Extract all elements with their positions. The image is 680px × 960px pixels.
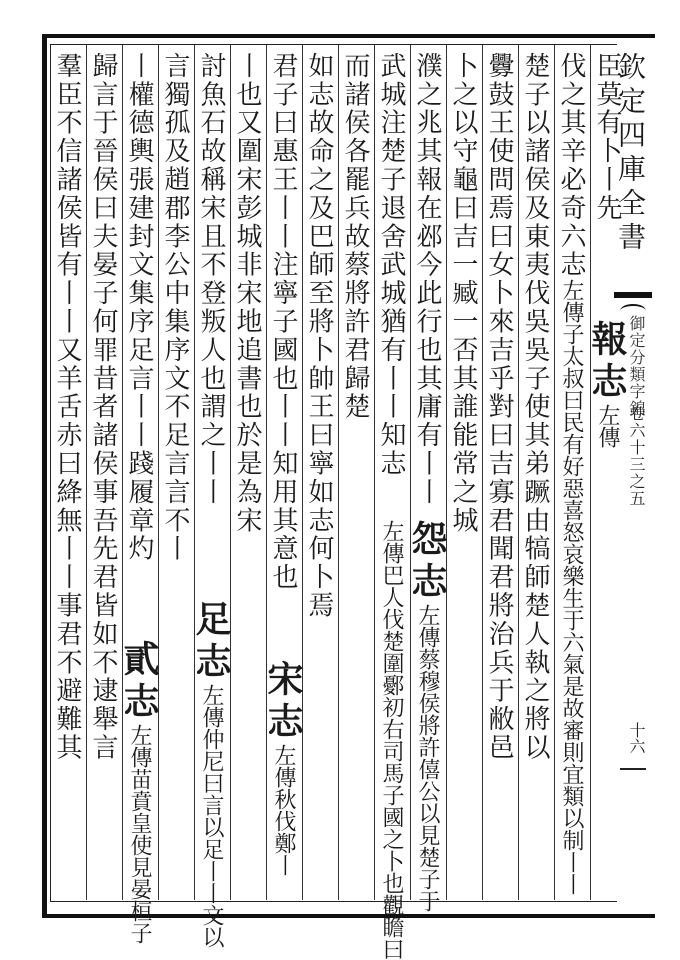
column-text: 卜之以守龜曰吉一臧一否其誰能常之城 [448, 52, 478, 535]
column-rule [446, 45, 447, 900]
heading-zu-zhi: 足志 [190, 600, 232, 684]
heading-column [262, 660, 304, 876]
text-column-2 [556, 52, 586, 895]
text-column-16 [52, 52, 82, 762]
column-text: 丨也又圍宋彭城非宋地追書也於是為宋 [232, 52, 262, 535]
bao-zhi-note: 左傳 [595, 404, 620, 448]
column-text: 伐之其辛必奇六志 [556, 52, 586, 280]
yuan-zhi-note: 左傳蔡穆侯將許僖公以見楚子于 [415, 604, 440, 912]
column-text: 臣莫有卜丨先 [592, 52, 622, 223]
column-rule [482, 45, 483, 900]
column-text: 釁鼓王使問焉曰女卜來吉乎對曰吉寡君聞君將治兵于敝邑 [484, 52, 514, 762]
text-column-12 [196, 52, 226, 506]
column-rule [590, 45, 591, 900]
text-column-13 [160, 52, 190, 563]
book-title: 欽定四庫全書 [614, 52, 647, 256]
heading-er-zhi: 貳志 [118, 640, 160, 724]
column-rule [374, 45, 375, 900]
text-column-7 [376, 52, 406, 478]
text-column-14 [124, 52, 154, 563]
column-text: 羣臣不信諸侯皆有丨丨又羊舌赤曰絳無丨丨事君不避難其 [52, 52, 82, 762]
heading-column [190, 600, 232, 948]
page-number: 十六 [627, 722, 646, 754]
column-text: 歸言于晉侯曰夫晏子何罪昔者諸侯事吾先君皆如不逮舉言 [88, 52, 118, 762]
fishtail-mark [614, 292, 652, 314]
text-column-11 [232, 52, 262, 535]
zu-zhi-note: 左傳仲尼曰言以足丨丨文以 [199, 684, 224, 948]
column-rule [338, 45, 339, 900]
column-rule [194, 45, 195, 900]
column-text: 丨權德輿張建封文集序足言丨丨踐履章灼 [124, 52, 154, 564]
column-rule [554, 45, 555, 900]
heading-song-zhi: 宋志 [262, 660, 304, 744]
column-text: 而諸侯各罷兵故蔡將許君歸楚 [340, 52, 370, 422]
sub-title: 御定分類字錦 [627, 315, 646, 417]
heading-column [376, 520, 406, 960]
column-rule [518, 45, 519, 900]
volume-label: 卷六十三之五 [627, 405, 646, 507]
heading-column [406, 520, 448, 912]
heading-bao-zhi: 報志 [586, 320, 628, 404]
column-text: 楚子以諸侯及東夷伐吳吳子使其弟蹶由犒師楚人執之將以 [520, 52, 550, 762]
text-column-4 [484, 52, 514, 762]
text-column-1 [592, 52, 622, 222]
column-text: 討魚石故稱宋且不登叛人也謂之丨丨 [196, 52, 226, 507]
page-mark [620, 768, 646, 770]
text-column-8 [340, 52, 370, 421]
heading-column [586, 320, 628, 448]
text-column-5 [448, 52, 478, 535]
column-rule [302, 45, 303, 900]
er-zhi-note: 左傳苗賁皇使見晏桓子 [127, 724, 152, 944]
column-rule [86, 45, 87, 900]
text-column-15 [88, 52, 118, 762]
heading-yuan-zhi: 怨志 [406, 520, 448, 604]
text-column-9 [304, 52, 334, 620]
column-rule [158, 45, 159, 900]
text-column-6 [412, 52, 442, 506]
column-text: 言獨孤及趙郡李公中集序文不足言言不丨 [160, 52, 190, 564]
liu-zhi-note: 左傳子太叔曰民有好惡喜怒哀樂生于六氣是故審則宜類以制丨丨 [559, 279, 584, 896]
text-column-3 [520, 52, 550, 762]
column-text: 君子曰惠王丨丨注寧子國也丨丨知用其意也 [268, 52, 298, 592]
zhi-zhi-note: 左傳巴人伐楚圍鄾初右司馬子國之卜也觀瞻曰 [379, 520, 404, 960]
column-text: 濮之兆其報在邲今此行也其庸有丨丨 [412, 52, 442, 507]
heading-column [118, 640, 160, 944]
song-zhi-note: 左傳秋伐鄭丨 [271, 744, 296, 876]
column-text: 如志故命之及巴師至將卜帥王曰寧如志何卜焉 [304, 52, 334, 620]
column-text: 武城注楚子退舍武城猶有丨丨知志 [376, 52, 406, 478]
column-rule [122, 45, 123, 900]
column-rule [266, 45, 267, 900]
column-rule [230, 45, 231, 900]
column-rule [410, 45, 411, 900]
text-column-10 [268, 52, 298, 592]
